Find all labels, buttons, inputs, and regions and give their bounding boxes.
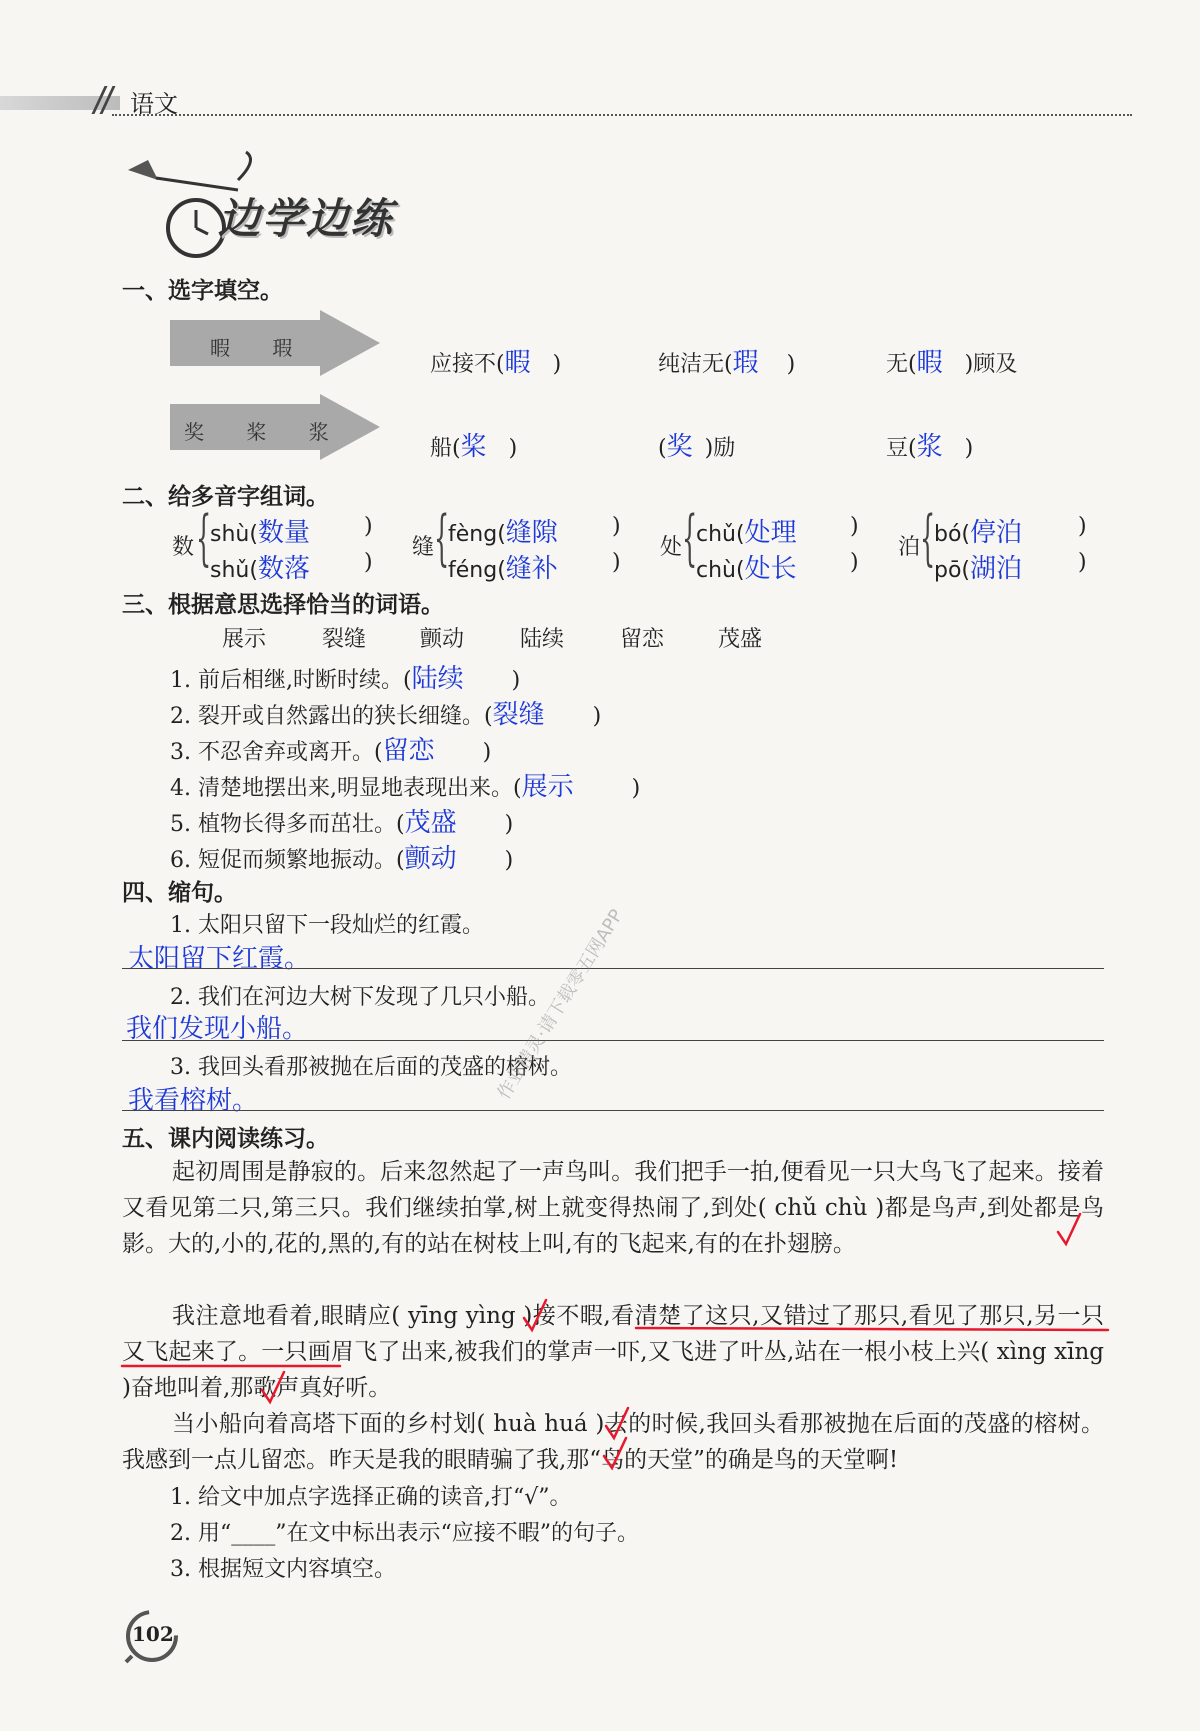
s1-r2-i3: [886, 426, 973, 463]
s2-g2-a1[interactable]: 缝隙: [505, 517, 558, 547]
s3-item-4-answer[interactable]: 展示: [521, 771, 574, 801]
s3-word-3: 颤动: [420, 627, 465, 652]
s5-question-1: 1. 给文中加点字选择正确的读音,打“√”。: [170, 1485, 572, 1510]
s2-g4-close1: ): [1078, 514, 1087, 539]
s3-item-6-answer[interactable]: 颤动: [404, 843, 457, 873]
arrow-tag-2-text: 奖 桨 浆: [184, 420, 347, 444]
s2-g3-r2: chù(: [696, 558, 745, 583]
banner-title: 边学边练: [218, 194, 395, 243]
s2-g4-a1[interactable]: 停泊: [970, 517, 1023, 547]
s3-item-6-q: 6. 短促而频繁地振动。(: [170, 848, 405, 873]
s5-paragraph-3: 当小船向着高塔下面的乡村划( huà huá )去的时候,我回头看那被抛在后面的茂盛的榕树。我感到一点儿留恋。昨天是我的眼睛骗了我,那“鸟的天堂”的确是鸟的天堂啊!: [122, 1411, 1104, 1473]
s1-r2-i1-post: ): [508, 436, 518, 461]
s1-r2-i2: [658, 426, 735, 463]
s1-r1-i3-post: )顾及: [964, 352, 1018, 377]
s1-r2-i2-pre: (: [658, 436, 667, 461]
s2-g2-brace: {: [434, 503, 450, 573]
s1-r2-i3-post: ): [964, 436, 974, 461]
s1-r2-i3-answer[interactable]: 浆: [916, 431, 943, 461]
s2-g2-a2[interactable]: 缝补: [505, 553, 558, 583]
s3-item-6: [170, 838, 513, 875]
s3-item-5-q: 5. 植物长得多而茁壮。(: [170, 812, 405, 837]
s2-g1-r2: shǔ(: [210, 558, 258, 583]
s2-g4-r1: bó(: [934, 522, 971, 547]
s3-item-5-answer[interactable]: 茂盛: [404, 807, 457, 837]
s2-g1-row2: [210, 548, 310, 585]
s1-r1-i1: [430, 342, 561, 379]
s2-g2-row1: [448, 512, 558, 549]
s2-g3-row1: [696, 512, 797, 549]
s3-word-4: 陆续: [520, 627, 565, 652]
s1-r1-i1-post: ): [552, 352, 562, 377]
s2-g3-close1: ): [850, 514, 859, 539]
s4-line2: [122, 1040, 1104, 1041]
s3-item-4-q: 4. 清楚地摆出来,明显地表现出来。(: [170, 776, 522, 801]
s4-q3: 3. 我回头看那被抛在后面的茂盛的榕树。: [170, 1055, 572, 1080]
section1-title: 一、选字填空。: [122, 278, 283, 304]
s1-r2-i1-answer[interactable]: 桨: [460, 431, 487, 461]
s1-r1-i2-pre: 纯洁无(: [658, 352, 733, 377]
s2-g2-r2: féng(: [448, 558, 506, 583]
s4-line3: [122, 1110, 1104, 1111]
section2-title: 二、给多音字组词。: [122, 484, 329, 510]
s1-r1-i2: [658, 342, 795, 379]
s3-item-6-close: ): [504, 848, 514, 873]
s2-g1-r1: shù(: [210, 522, 258, 547]
s3-item-3-answer[interactable]: 留恋: [382, 735, 435, 765]
s1-r1-i1-pre: 应接不(: [430, 352, 505, 377]
header-rule: [112, 114, 1132, 116]
s3-item-1-answer[interactable]: 陆续: [411, 663, 464, 693]
s2-g3-a2[interactable]: 处长: [744, 553, 797, 583]
s2-g2-char: 缝: [412, 535, 435, 560]
s4-a1[interactable]: 太阳留下红霞。: [128, 943, 311, 973]
s3-item-3-close: ): [482, 740, 492, 765]
s2-g4-close2: ): [1078, 550, 1087, 575]
s3-item-5: [170, 802, 513, 839]
s2-g3-row2: [696, 548, 797, 585]
s2-g4-row2: [934, 548, 1022, 585]
s2-g3-char: 处: [660, 535, 683, 560]
s3-item-2-q: 2. 裂开或自然露出的狭长细缝。(: [170, 704, 493, 729]
s4-a3[interactable]: 我看榕树。: [128, 1085, 259, 1115]
s3-word-6: 茂盛: [718, 627, 763, 652]
s3-item-2-answer[interactable]: 裂缝: [492, 699, 545, 729]
s2-g1-close1: ): [364, 514, 373, 539]
s3-item-3-q: 3. 不忍舍弃或离开。(: [170, 740, 383, 765]
s1-r2-i1: [430, 426, 517, 463]
s2-g1-row1: [210, 512, 310, 549]
s3-item-5-close: ): [504, 812, 514, 837]
s3-word-1: 展示: [222, 627, 267, 652]
s3-word-2: 裂缝: [322, 627, 367, 652]
s5-paragraph-2: 我注意地看着,眼睛应( yīng yìng )接不暇,看清楚了这只,又错过了那只,看见了那只,另一只又飞起来了。一只画眉飞了出来,被我们的掌声一吓,又飞进了叶丛,站在一根小枝上兴( xìng xīng )奋地叫着,那歌声真好听。: [122, 1303, 1104, 1401]
s2-g2-r1: fèng(: [448, 522, 506, 547]
s1-r1-i3-pre: 无(: [886, 352, 917, 377]
s2-g4-brace: {: [920, 503, 936, 573]
s2-g3-close2: ): [850, 550, 859, 575]
s3-item-1-q: 1. 前后相继,时断时续。(: [170, 668, 412, 693]
section3-title: 三、根据意思选择恰当的词语。: [122, 592, 444, 618]
s5-question-3: 3. 根据短文内容填空。: [170, 1557, 396, 1582]
s2-g1-a2[interactable]: 数落: [257, 553, 310, 583]
s2-g4-row1: [934, 512, 1022, 549]
s2-g1-a1[interactable]: 数量: [257, 517, 310, 547]
s4-line1: [122, 968, 1104, 969]
s2-g1-brace: {: [196, 503, 212, 573]
s2-g3-r1: chǔ(: [696, 522, 745, 547]
s3-item-4: [170, 766, 640, 803]
s1-r2-i2-post: )励: [704, 436, 736, 461]
section5-title: 五、课内阅读练习。: [122, 1126, 329, 1152]
s1-r2-i2-answer[interactable]: 奖: [666, 431, 693, 461]
s3-item-3: [170, 730, 491, 767]
s2-g4-a2[interactable]: 湖泊: [970, 553, 1023, 583]
s1-r1-i3-answer[interactable]: 暇: [916, 347, 943, 377]
s5-paragraph-1: 起初周围是静寂的。后来忽然起了一声鸟叫。我们把手一拍,便看见一只大鸟飞了起来。接着又看见第二只,第三只。我们继续拍掌,树上就变得热闹了,到处( chǔ chù )都是鸟声,到处都是鸟影。大的,小的,花的,黑的,有的站在树枝上叫,有的飞起来,有的在扑翅膀。: [122, 1159, 1104, 1257]
s5-question-2: 2. 用“____”在文中标出表示“应接不暇”的句子。: [170, 1521, 639, 1546]
s2-g1-char: 数: [172, 535, 195, 560]
page-number: 102: [132, 1622, 174, 1646]
s2-g1-close2: ): [364, 550, 373, 575]
s4-q1: 1. 太阳只留下一段灿烂的红霞。: [170, 913, 484, 938]
s2-g2-close1: ): [612, 514, 621, 539]
s3-item-4-close: ): [631, 776, 641, 801]
s3-item-1-close: ): [511, 668, 521, 693]
s2-g4-char: 泊: [898, 535, 921, 560]
arrow-tag-1-text: 暇 瑕: [210, 336, 311, 360]
watermark: 作业精灵·请下载零五网APP: [493, 905, 628, 1104]
header-subject: 语文: [130, 90, 178, 118]
s2-g2-row2: [448, 548, 558, 585]
s4-q2: 2. 我们在河边大树下发现了几只小船。: [170, 985, 550, 1010]
s1-r2-i1-pre: 船(: [430, 436, 461, 461]
s3-item-1: [170, 658, 520, 695]
section4-title: 四、缩句。: [122, 880, 237, 906]
s1-r2-i3-pre: 豆(: [886, 436, 917, 461]
s3-item-2-close: ): [592, 704, 602, 729]
s1-r1-i2-answer[interactable]: 瑕: [732, 347, 759, 377]
s2-g3-a1[interactable]: 处理: [744, 517, 797, 547]
s2-g4-r2: pō(: [934, 558, 971, 583]
s2-g3-brace: {: [682, 503, 698, 573]
s2-g2-close2: ): [612, 550, 621, 575]
s4-a2[interactable]: 我们发现小船。: [126, 1013, 309, 1043]
s1-r1-i2-post: ): [786, 352, 796, 377]
s3-word-5: 留恋: [620, 627, 665, 652]
s3-item-2: [170, 694, 601, 731]
s1-r1-i1-answer[interactable]: 暇: [504, 347, 531, 377]
s1-r1-i3: [886, 342, 1017, 379]
